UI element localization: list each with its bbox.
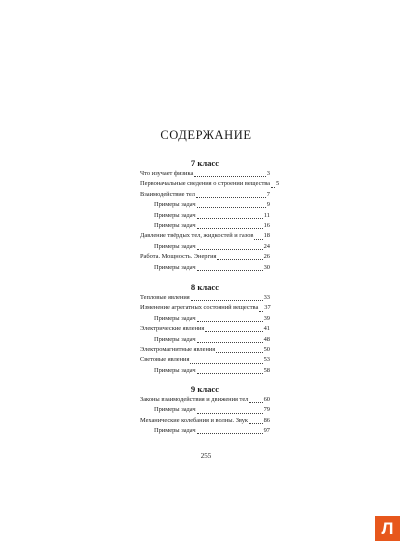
toc-entry-page: 37 bbox=[264, 304, 271, 312]
toc-entry-page: 60 bbox=[263, 395, 270, 403]
toc-entry bbox=[140, 303, 270, 313]
dot-leader bbox=[259, 311, 263, 312]
dot-leader bbox=[249, 423, 263, 424]
toc-entry-page: 16 bbox=[263, 221, 270, 229]
toc-entry-title: Примеры задач bbox=[154, 221, 196, 229]
dot-leader bbox=[197, 249, 263, 250]
toc-entry bbox=[140, 263, 270, 273]
section-heading: 7 класс bbox=[190, 158, 220, 168]
toc-entry-title: Световые явления bbox=[140, 356, 190, 364]
toc-entry bbox=[140, 405, 270, 415]
dot-leader bbox=[194, 176, 266, 177]
toc-entry-page: 50 bbox=[263, 345, 270, 353]
section-grade-8 bbox=[140, 281, 270, 376]
dot-leader bbox=[196, 197, 266, 198]
toc-entry bbox=[140, 200, 270, 210]
toc-entry-page: 3 bbox=[266, 169, 270, 177]
toc-entry-page: 97 bbox=[263, 427, 270, 435]
dot-leader bbox=[271, 187, 275, 188]
dot-leader bbox=[205, 331, 262, 332]
toc-entry bbox=[140, 324, 270, 334]
toc-entry bbox=[140, 426, 270, 436]
publisher-logo: Л bbox=[375, 516, 400, 541]
toc-entry-page: 48 bbox=[263, 335, 270, 343]
dot-leader bbox=[217, 259, 262, 260]
dot-leader bbox=[191, 300, 263, 301]
toc-entry-title: Примеры задач bbox=[154, 211, 196, 219]
toc-entry bbox=[140, 345, 270, 355]
toc-entry-title: Тепловые явления bbox=[140, 293, 190, 301]
toc-entry bbox=[140, 221, 270, 231]
toc-entry-title: Примеры задач bbox=[154, 242, 196, 250]
toc-entry-page: 5 bbox=[276, 180, 280, 188]
toc-entry bbox=[140, 231, 270, 241]
dot-leader bbox=[197, 228, 263, 229]
page-number: 255 bbox=[200, 452, 212, 460]
toc-entry-title: Взаимодействие тел bbox=[140, 190, 195, 198]
page-title: СОДЕРЖАНИЕ bbox=[160, 128, 252, 142]
dot-leader bbox=[249, 402, 262, 403]
toc-entry-title: Первоначальные сведения о строении вещества bbox=[140, 180, 271, 188]
toc-entry-title: Законы взаимодействия и движения тел bbox=[140, 395, 249, 403]
toc-entry bbox=[140, 314, 270, 324]
toc-entry-title: Что изучает физика bbox=[140, 169, 194, 177]
entry-list bbox=[140, 169, 280, 273]
dot-leader bbox=[197, 270, 263, 271]
toc-entry-title: Примеры задач bbox=[154, 335, 196, 343]
toc-entry bbox=[140, 355, 270, 365]
dot-leader bbox=[197, 321, 263, 322]
toc-entry-title: Примеры задач bbox=[154, 366, 196, 374]
toc-entry-title: Электрические явления bbox=[140, 325, 205, 333]
toc-entry bbox=[140, 211, 270, 221]
toc-entry-page: 24 bbox=[263, 242, 270, 250]
toc-entry-page: 26 bbox=[263, 253, 270, 261]
toc-entry-page: 79 bbox=[263, 406, 270, 414]
toc-entry-page: 53 bbox=[263, 356, 270, 364]
toc-entry-title: Примеры задач bbox=[154, 201, 196, 209]
toc-entry-title: Примеры задач bbox=[154, 427, 196, 435]
toc-entry bbox=[140, 293, 270, 303]
toc-entry bbox=[140, 335, 270, 345]
dot-leader bbox=[197, 342, 263, 343]
toc-entry-page: 9 bbox=[266, 201, 270, 209]
dot-leader bbox=[197, 218, 263, 219]
toc-entry-page: 41 bbox=[263, 325, 270, 333]
toc-entry-title: Механические колебания и волны. Звук bbox=[140, 416, 249, 424]
toc-entry-page: 11 bbox=[263, 211, 270, 219]
toc-entry bbox=[140, 366, 270, 376]
section-grade-7 bbox=[140, 157, 280, 273]
toc-entry bbox=[140, 252, 270, 262]
dot-leader bbox=[197, 207, 266, 208]
toc-entry-page: 30 bbox=[263, 263, 270, 271]
toc-entry-page: 86 bbox=[263, 416, 270, 424]
section-heading: 9 класс bbox=[190, 384, 220, 394]
entry-list bbox=[140, 395, 270, 437]
toc-entry-page: 33 bbox=[263, 293, 270, 301]
toc-entry-title: Изменение агрегатных состояний вещества bbox=[140, 304, 259, 312]
toc-entry-page: 58 bbox=[263, 366, 270, 374]
toc-entry bbox=[140, 416, 270, 426]
toc-entry bbox=[140, 179, 280, 189]
toc-entry bbox=[140, 242, 270, 252]
entry-list bbox=[140, 293, 270, 376]
toc-entry-title: Примеры задач bbox=[154, 263, 196, 271]
toc-entry-page: 7 bbox=[266, 190, 270, 198]
toc-entry bbox=[140, 395, 270, 405]
toc-entry-page: 18 bbox=[263, 232, 270, 240]
dot-leader bbox=[197, 433, 263, 434]
toc-entry-title: Работа. Мощность. Энергия bbox=[140, 253, 217, 261]
dot-leader bbox=[190, 363, 262, 364]
dot-leader bbox=[197, 373, 263, 374]
toc-entry-page: 39 bbox=[263, 314, 270, 322]
dot-leader bbox=[254, 239, 262, 240]
toc-entry bbox=[140, 190, 270, 200]
toc-entry-title: Примеры задач bbox=[154, 406, 196, 414]
toc-entry bbox=[140, 169, 270, 179]
section-heading: 8 класс bbox=[190, 282, 220, 292]
section-grade-9 bbox=[140, 383, 270, 437]
toc-entry-title: Примеры задач bbox=[154, 314, 196, 322]
toc-entry-title: Электромагнитные явления bbox=[140, 345, 216, 353]
dot-leader bbox=[216, 352, 262, 353]
dot-leader bbox=[197, 413, 263, 414]
toc-entry-title: Давление твёрдых тел, жидкостей и газов bbox=[140, 232, 254, 240]
